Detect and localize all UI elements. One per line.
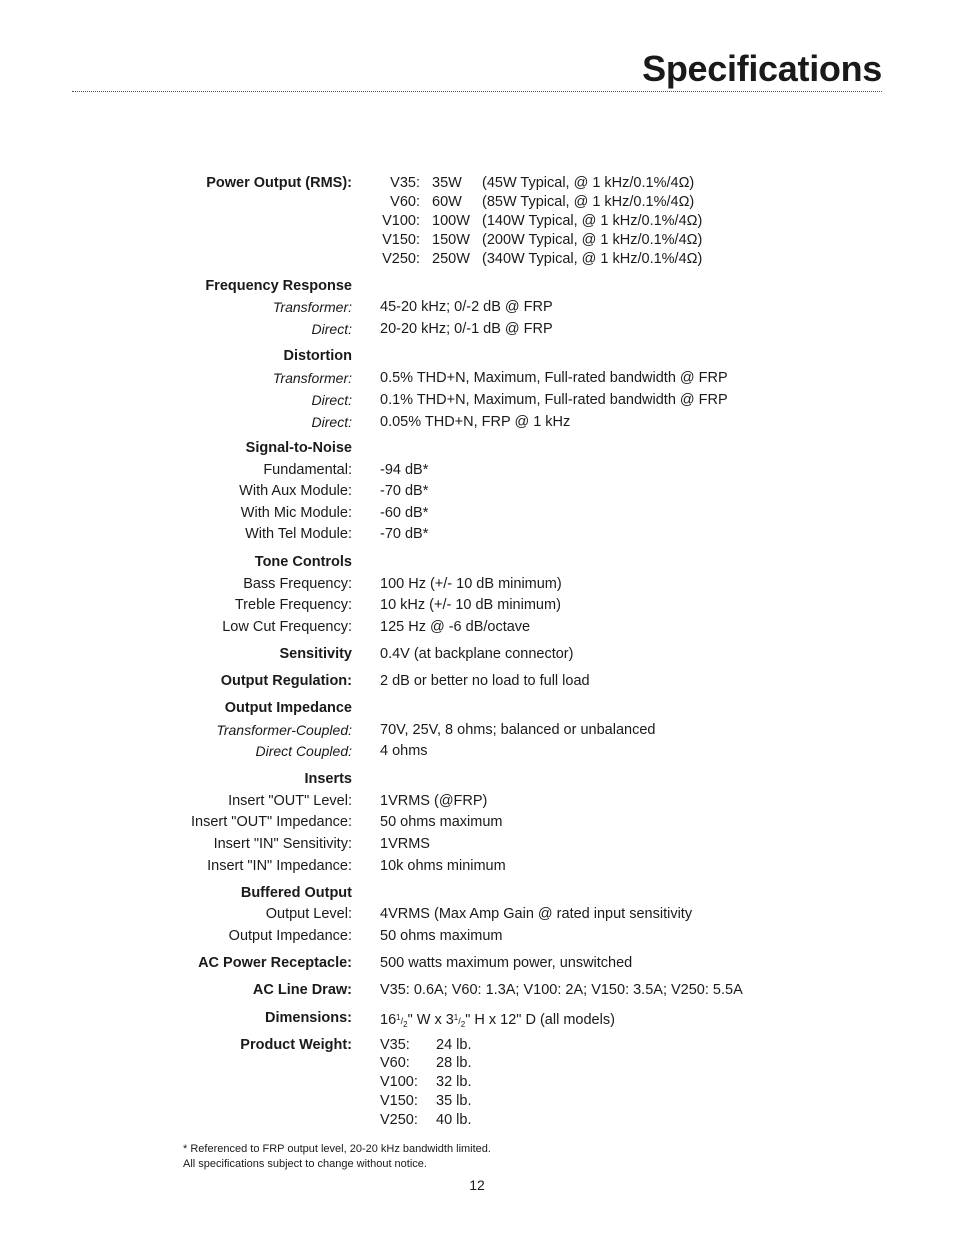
power-watts: 60W bbox=[432, 194, 462, 210]
page-number: 12 bbox=[469, 1177, 485, 1193]
footnote: All specifications subject to change without notice. bbox=[183, 1158, 427, 1170]
spec-label: With Aux Module: bbox=[239, 483, 352, 499]
weight-model: V100: bbox=[380, 1074, 418, 1090]
power-model: V35: bbox=[390, 175, 420, 191]
spec-value: 4 ohms bbox=[380, 743, 428, 759]
spec-label: Output Level: bbox=[265, 906, 352, 922]
spec-value: -70 dB* bbox=[380, 526, 429, 542]
spec-value: 45-20 kHz; 0/-2 dB @ FRP bbox=[380, 299, 553, 315]
power-model: V60: bbox=[390, 194, 420, 210]
ac-line-value: V35: 0.6A; V60: 1.3A; V100: 2A; V150: 3.5A; V250: 5.5A bbox=[380, 982, 743, 998]
spec-label: Treble Frequency: bbox=[234, 597, 352, 613]
power-model: V250: bbox=[382, 251, 420, 267]
spec-label: Bass Frequency: bbox=[243, 576, 352, 592]
output-regulation-value: 2 dB or better no load to full load bbox=[380, 673, 590, 689]
spec-label: Direct Coupled: bbox=[255, 743, 352, 759]
spec-value: -60 dB* bbox=[380, 505, 429, 521]
spec-label: Insert "OUT" Level: bbox=[228, 793, 352, 809]
ac-line-label: AC Line Draw: bbox=[252, 982, 352, 998]
fraction-denominator: 2 bbox=[460, 1019, 466, 1029]
weight-value: 24 lb. bbox=[436, 1037, 472, 1053]
spec-label: Insert "OUT" Impedance: bbox=[191, 814, 352, 830]
product-weight-label: Product Weight: bbox=[240, 1037, 352, 1053]
power-model: V150: bbox=[382, 232, 420, 248]
spec-value: 125 Hz @ -6 dB/octave bbox=[380, 619, 531, 635]
weight-model: V35: bbox=[380, 1037, 410, 1053]
spec-value: 10 kHz (+/- 10 dB minimum) bbox=[380, 597, 561, 613]
weight-value: 32 lb. bbox=[436, 1074, 472, 1090]
inserts-heading: Inserts bbox=[304, 771, 352, 787]
power-model: V100: bbox=[382, 213, 420, 229]
weight-value: 28 lb. bbox=[436, 1055, 472, 1071]
output-impedance-heading: Output Impedance bbox=[224, 700, 352, 716]
spec-value: 4VRMS (Max Amp Gain @ rated input sensitivity bbox=[380, 906, 693, 922]
power-watts: 150W bbox=[432, 232, 470, 248]
dim-rest: " H x 12" D (all models) bbox=[465, 1012, 615, 1028]
spec-label: Direct: bbox=[311, 392, 352, 408]
power-typical: (200W Typical, @ 1 kHz/0.1%/4Ω) bbox=[482, 232, 703, 248]
spec-label: Output Impedance: bbox=[228, 928, 352, 944]
buffered-output-heading: Buffered Output bbox=[240, 885, 352, 901]
power-typical: (340W Typical, @ 1 kHz/0.1%/4Ω) bbox=[482, 251, 703, 267]
weight-model: V60: bbox=[380, 1055, 410, 1071]
spec-value: -94 dB* bbox=[380, 462, 429, 478]
weight-value: 35 lb. bbox=[436, 1093, 472, 1109]
power-watts: 250W bbox=[432, 251, 470, 267]
frequency-response-heading: Frequency Response bbox=[205, 278, 352, 294]
spec-value: -70 dB* bbox=[380, 483, 429, 499]
spec-value: 1VRMS (@FRP) bbox=[380, 793, 488, 809]
ac-power-value: 500 watts maximum power, unswitched bbox=[380, 955, 633, 971]
power-watts: 35W bbox=[432, 175, 462, 191]
spec-value: 70V, 25V, 8 ohms; balanced or unbalanced bbox=[380, 722, 656, 738]
spec-value: 20-20 kHz; 0/-1 dB @ FRP bbox=[380, 321, 553, 337]
dimensions-label: Dimensions: bbox=[264, 1010, 352, 1026]
footnote: * Referenced to FRP output level, 20-20 kHz bandwidth limited. bbox=[183, 1143, 491, 1155]
dim-mid: " W x 3 bbox=[407, 1012, 454, 1028]
spec-value: 100 Hz (+/- 10 dB minimum) bbox=[380, 576, 562, 592]
fraction-numerator: 1 bbox=[453, 1013, 459, 1022]
signal-to-noise-heading: Signal-to-Noise bbox=[245, 440, 352, 456]
dim-width-whole: 16 bbox=[380, 1012, 397, 1028]
power-watts: 100W bbox=[432, 213, 470, 229]
weight-model: V250: bbox=[380, 1112, 418, 1128]
dim-height-fraction: $^1/_2$ bbox=[453, 1013, 466, 1029]
ac-power-label: AC Power Receptacle: bbox=[198, 955, 352, 971]
tone-controls-heading: Tone Controls bbox=[254, 554, 352, 570]
spec-label: Low Cut Frequency: bbox=[222, 619, 352, 635]
spec-value: 0.05% THD+N, FRP @ 1 kHz bbox=[380, 414, 571, 430]
spec-value: 50 ohms maximum bbox=[380, 928, 503, 944]
fraction-denominator: 2 bbox=[403, 1019, 408, 1029]
spec-label: Direct: bbox=[311, 414, 352, 430]
spec-value: 1VRMS bbox=[380, 836, 430, 852]
power-typical: (45W Typical, @ 1 kHz/0.1%/4Ω) bbox=[482, 175, 695, 191]
power-output-label: Power Output (RMS): bbox=[206, 175, 352, 191]
spec-value: 10k ohms minimum bbox=[380, 858, 506, 874]
distortion-heading: Distortion bbox=[283, 348, 352, 364]
weight-value: 40 lb. bbox=[436, 1112, 472, 1128]
dim-width-fraction: $^1/_2$ bbox=[396, 1013, 408, 1029]
spec-label: Transformer-Coupled: bbox=[216, 722, 352, 738]
spec-label: Insert "IN" Impedance: bbox=[207, 858, 352, 874]
spec-label: With Mic Module: bbox=[240, 505, 352, 521]
spec-value: 0.1% THD+N, Maximum, Full-rated bandwidth @ FRP bbox=[380, 392, 728, 408]
title-divider bbox=[72, 91, 882, 92]
spec-label: Transformer: bbox=[272, 370, 352, 386]
sensitivity-label: Sensitivity bbox=[279, 646, 352, 662]
spec-value: 50 ohms maximum bbox=[380, 814, 503, 830]
power-typical: (140W Typical, @ 1 kHz/0.1%/4Ω) bbox=[482, 213, 703, 229]
output-regulation-label: Output Regulation: bbox=[220, 673, 352, 689]
spec-label: Direct: bbox=[311, 321, 352, 337]
spec-label: Fundamental: bbox=[263, 462, 352, 478]
spec-value: 0.5% THD+N, Maximum, Full-rated bandwidth @ FRP bbox=[380, 370, 728, 386]
fraction-numerator: 1 bbox=[396, 1013, 401, 1022]
spec-label: Insert "IN" Sensitivity: bbox=[213, 836, 352, 852]
dimensions-value bbox=[380, 1009, 615, 1034]
sensitivity-value: 0.4V (at backplane connector) bbox=[380, 646, 574, 662]
page-title: Specifications bbox=[642, 48, 882, 89]
power-typical: (85W Typical, @ 1 kHz/0.1%/4Ω) bbox=[482, 194, 695, 210]
weight-model: V150: bbox=[380, 1093, 418, 1109]
spec-label: With Tel Module: bbox=[245, 526, 352, 542]
spec-label: Transformer: bbox=[272, 299, 352, 315]
